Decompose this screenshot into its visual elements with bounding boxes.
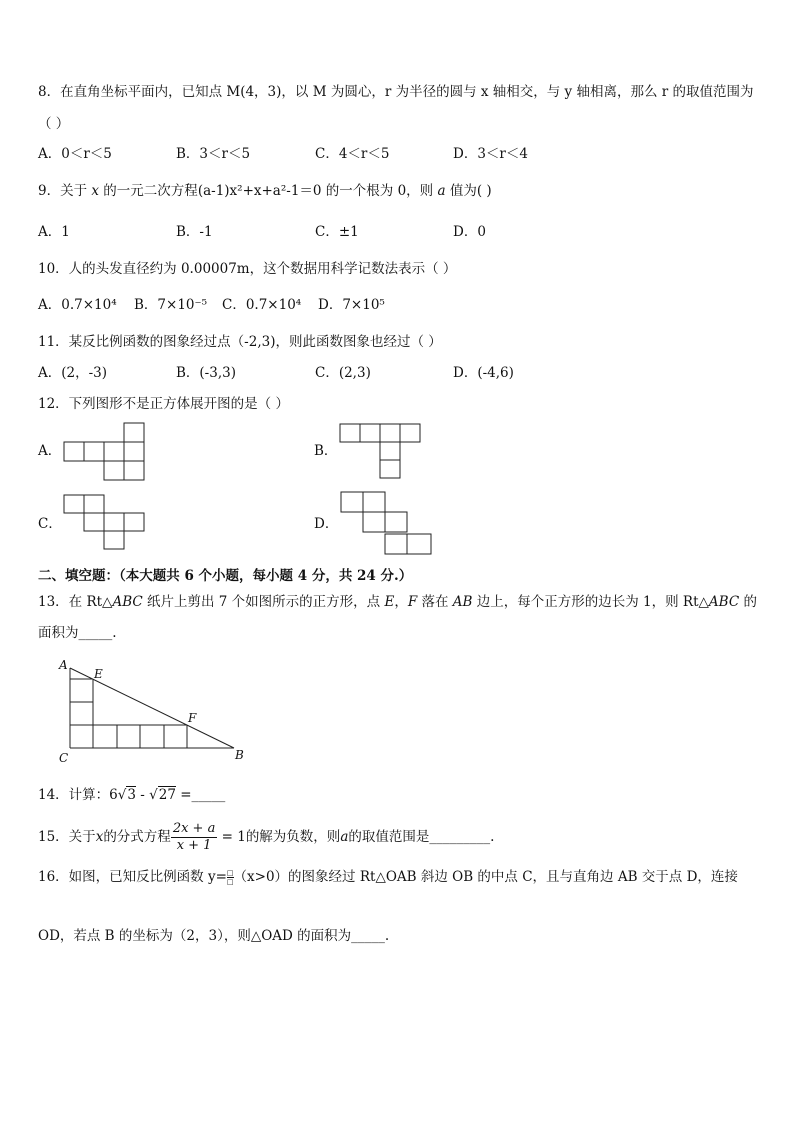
q8-option-b[interactable]: B．3＜r＜5 — [176, 146, 251, 162]
q12-label-c[interactable]: C． — [38, 516, 62, 532]
q13-label-a: A — [59, 658, 68, 672]
q12-net-a — [64, 423, 146, 483]
q10-option-d[interactable]: D．7×10⁵ — [318, 297, 385, 313]
q13-label-b: B — [235, 748, 244, 762]
q15-line: 15．关于x的分式方程 $\frac{2x + a}{x + 1}$ = 1的解为负数，则a的取值范围是_________. — [38, 821, 495, 853]
q16-line1: 16．如图，已知反比例函数 y= □ □ （x>0）的图象经过 Rt△OAB 斜边 OB 的中点 C，且与直角边 AB 交于点 D，连接 — [38, 869, 738, 886]
q15-fraction: $\frac{2x + a}{x + 1}$ — [172, 821, 216, 853]
q9-option-c[interactable]: C．±1 — [315, 224, 359, 240]
q12-label-a[interactable]: A． — [38, 443, 62, 459]
q13-triangle-figure — [56, 656, 256, 766]
q13-line1: 13．在 Rt△ABC 纸片上剪出 7 个如图所示的正方形，点 E，F 落在 AB 边上，每个正方形的边长为 1，则 Rt△ABC 的 — [38, 594, 757, 610]
q13-label-e: E — [94, 667, 103, 681]
q10-option-a[interactable]: A．0.7×10⁴ — [38, 297, 117, 313]
q11-option-d[interactable]: D．(-4,6) — [453, 365, 514, 381]
q16-line2: OD，若点 B 的坐标为（2，3），则△OAD 的面积为_____. — [38, 928, 390, 944]
q8-option-a[interactable]: A．0＜r＜5 — [38, 146, 112, 162]
q12-label-d[interactable]: D． — [314, 516, 339, 532]
q12-stem: 12．下列图形不是正方体展开图的是（ ） — [38, 396, 289, 412]
q11-option-c[interactable]: C．(2,3) — [315, 365, 371, 381]
q11-stem: 11．某反比例函数的图象经过点（-2,3)，则此函数图象也经过（ ） — [38, 334, 442, 350]
q9-stem: 9．关于 x 的一元二次方程(a-1)x²+x+a²-1＝0 的一个根为 0，则 a 值为( ) — [38, 183, 492, 199]
q8-option-d[interactable]: D．3＜r＜4 — [453, 146, 528, 162]
q9-equation: (a-1)x²+x+a²-1＝0 — [197, 183, 322, 199]
q14-radicand-2: 27 — [158, 787, 176, 803]
q8-option-c[interactable]: C．4＜r＜5 — [315, 146, 390, 162]
q16-fraction-placeholder: □ □ — [226, 869, 234, 886]
q10-option-c[interactable]: C．0.7×10⁴ — [222, 297, 302, 313]
q10-option-b[interactable]: B．7×10⁻⁵ — [134, 297, 208, 313]
q11-option-b[interactable]: B．(-3,3) — [176, 365, 236, 381]
q12-net-b — [340, 424, 422, 480]
q12-net-d — [341, 492, 435, 556]
q12-net-c — [64, 495, 146, 553]
section-fill-in-blank-title: 二、填空题：（本大题共 6 个小题，每小题 4 分，共 24 分.） — [38, 568, 413, 584]
q14-line: 14．计算：6√3 - √27 =_____ — [38, 787, 226, 803]
q9-option-d[interactable]: D．0 — [453, 224, 486, 240]
q13-label-c: C — [59, 751, 69, 765]
q13-line2: 面积为_____. — [38, 625, 117, 641]
q8-paren: （ ） — [38, 116, 70, 132]
q13-label-f: F — [188, 711, 197, 725]
q11-option-a[interactable]: A．(2，-3) — [38, 365, 108, 381]
q8-stem: 8．在直角坐标平面内，已知点 M(4，3)，以 M 为圆心，r 为半径的圆与 x 轴相交，与 y 轴相离，那么 r 的取值范围为 — [38, 84, 754, 100]
q12-label-b[interactable]: B． — [314, 443, 338, 459]
q14-radicand-1: 3 — [127, 787, 136, 803]
q9-option-b[interactable]: B．-1 — [176, 224, 213, 240]
q10-stem: 10．人的头发直径约为 0.00007m，这个数据用科学记数法表示（ ） — [38, 261, 457, 277]
q9-option-a[interactable]: A．1 — [38, 224, 70, 240]
